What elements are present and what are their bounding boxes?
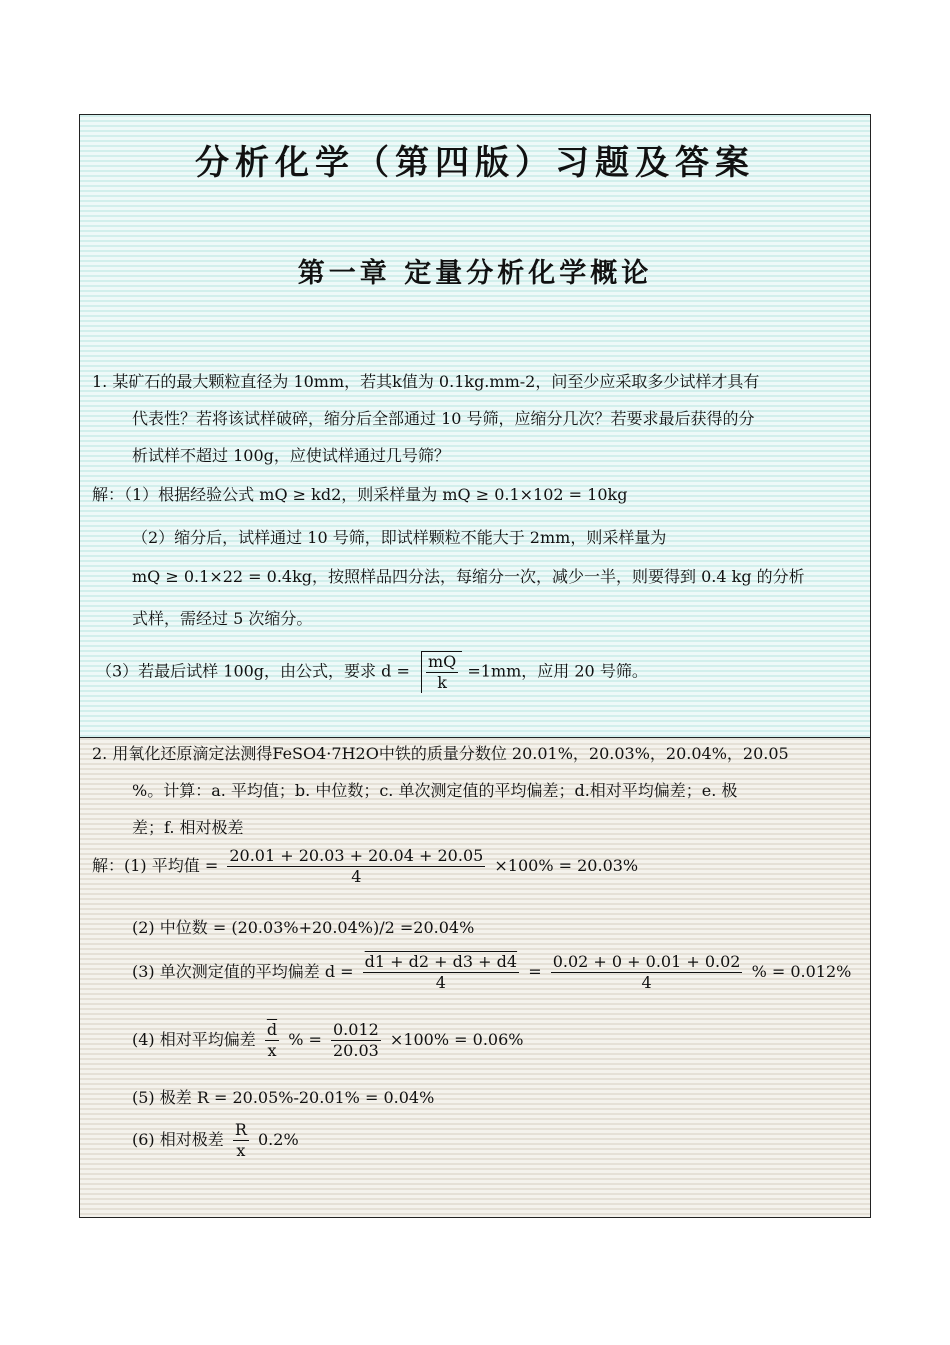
answer-1-step-3-result: =1mm，应用 20 号筛。 [467,661,648,681]
rel-range-label: (6) 相对极差 [132,1130,224,1149]
rel-dev-fraction-1 [265,1020,279,1061]
avg-dev-numerator-2: 0.02 + 0 + 0.01 + 0.02 [552,952,741,971]
rel-dev-numerator-1: $\overline{d}$ [266,1020,278,1039]
mean-fraction [227,846,485,887]
answer-2-average-deviation [132,952,851,993]
rel-dev-equals: % = [288,1030,322,1049]
avg-dev-denominator-2: 4 [641,973,652,992]
question-1-line-1: 1. 某矿石的最大颗粒直径为 10mm，若其k值为 0.1kg.mm-2，问至少应采取多少试样才具有 [92,372,760,391]
rel-dev-numerator-2: 0.012 [333,1020,379,1039]
answer-1-step-2: （2）缩分后，试样通过 10 号筛，即试样颗粒不能大于 2mm，则采样量为 [132,528,667,547]
rel-range-result: 0.2% [258,1130,299,1149]
answer-2-relative-range [132,1120,299,1161]
document-frame [79,114,871,1218]
answer-1-step-1: 解：（1）根据经验公式 mQ ≥ kd2，则采样量为 mQ ≥ 0.1×102 = 10kg [92,485,628,504]
avg-dev-fraction-2 [551,952,743,993]
avg-dev-label: (3) 单次测定值的平均偏差 d = [132,962,354,981]
question-2-line-2: %。计算：a. 平均值；b. 中位数；c. 单次测定值的平均偏差；d.相对平均偏差；e. 极 [132,781,738,800]
rel-dev-denominator-2: 20.03 [333,1041,379,1060]
mean-result: ×100% = 20.03% [494,856,639,875]
chapter-title: 第一章 定量分析化学概论 [297,258,653,289]
answer-2-mean-label: 解：(1) 平均值 = [92,856,219,875]
rel-range-denominator: x [236,1141,246,1160]
rel-dev-denominator-1: x [267,1041,277,1060]
avg-dev-result: % = 0.012% [751,962,852,981]
sqrt-formula [421,651,462,693]
sqrt-numerator: mQ [427,652,457,671]
rel-dev-fraction-2 [331,1020,381,1061]
mean-numerator: 20.01 + 20.03 + 20.04 + 20.05 [229,846,484,865]
question-1-line-3: 析试样不超过 100g，应使试样通过几号筛？ [132,446,450,465]
rel-range-numerator: R [234,1120,247,1139]
mean-denominator: 4 [351,867,362,886]
question-2-line-1: 2. 用氧化还原滴定法测得FeSO4·7H2O中铁的质量分数位 20.01%，20.03%，20.04%，20.05 [92,744,789,763]
answer-2-median: (2) 中位数 = (20.03%+20.04%)/2 =20.04% [132,918,475,937]
avg-dev-equals: = [528,962,542,981]
avg-dev-denominator-1: 4 [435,973,446,992]
answer-1-step-2-end: 式样，需经过 5 次缩分。 [132,609,313,628]
rel-dev-label: (4) 相对平均偏差 [132,1030,256,1049]
document-title: 分析化学（第四版）习题及答案 [195,143,755,183]
question-2-line-3: 差；f. 相对极差 [132,818,244,837]
rel-range-fraction [233,1120,249,1161]
avg-dev-numerator-1: d1 + d2 + d3 + d4 [364,952,518,971]
rel-dev-result: ×100% = 0.06% [389,1030,524,1049]
answer-1-step-2-calc: mQ ≥ 0.1×22 = 0.4kg，按照样品四分法，每缩分一次，减少一半，则要得到 0.4 kg 的分析 [132,567,805,586]
sqrt-denominator: k [437,673,447,692]
answer-2-relative-deviation [132,1020,523,1061]
section-question-2 [80,738,870,1217]
section-chapter-1 [80,115,870,738]
answer-2-range: (5) 极差 R = 20.05%-20.01% = 0.04% [132,1088,435,1107]
answer-1-step-3-text: （3）若最后试样 100g，由公式，要求 d = [96,661,410,681]
answer-2-mean [92,846,638,887]
avg-dev-fraction-1 [363,952,519,993]
question-1-line-2: 代表性？若将该试样破碎，缩分后全部通过 10 号筛，应缩分几次？若要求最后获得的分 [132,409,755,428]
answer-1-step-3 [96,651,648,693]
